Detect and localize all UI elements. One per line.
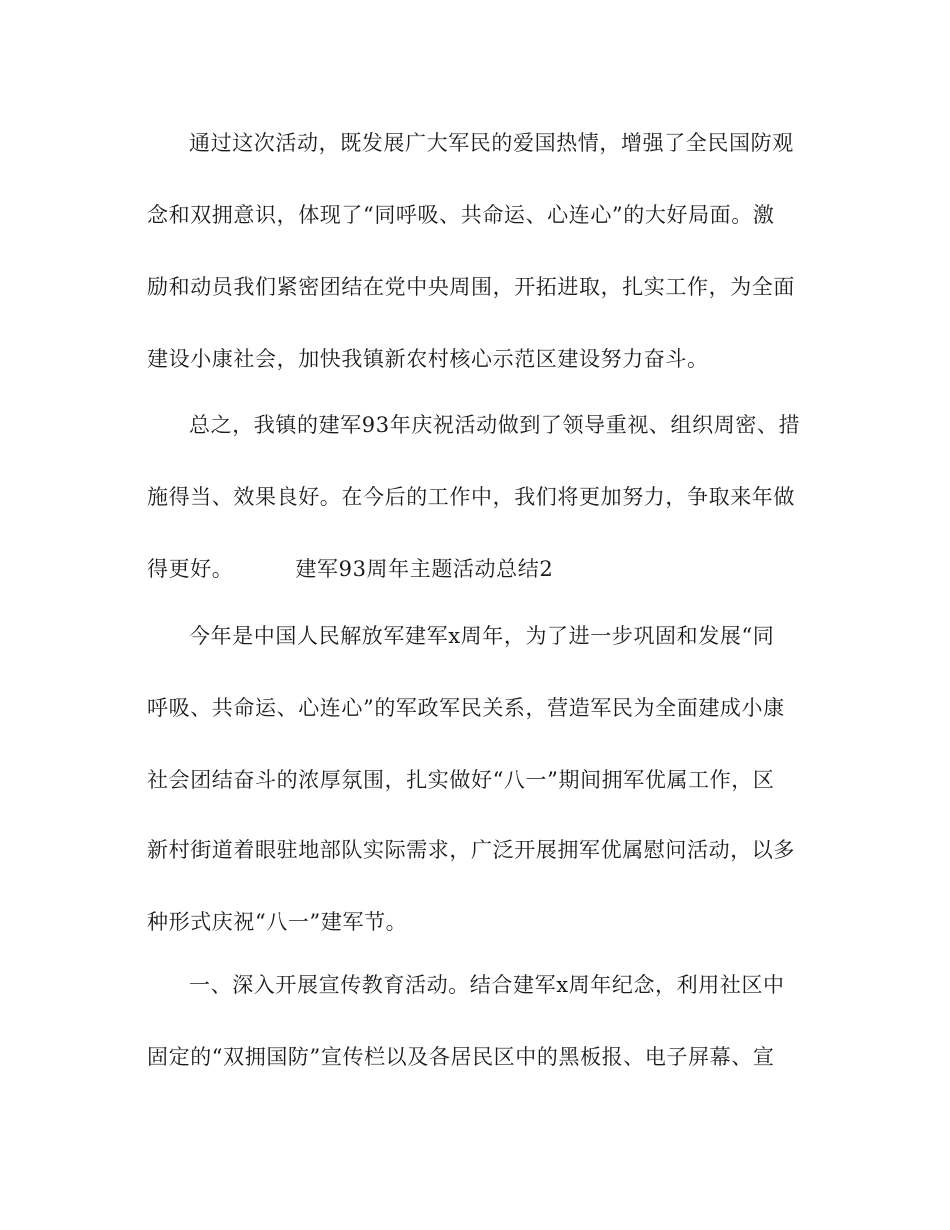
paragraph-line: 今年是中国人民解放军建军x周年，为了进一步巩固和发展“同 [189, 624, 775, 648]
paragraph-line: 固定的“双拥国防”宣传栏以及各居民区中的黑板报、电子屏幕、宣 [147, 1045, 775, 1069]
paragraph-line: 通过这次活动，既发展广大军民的爱国热情，增强了全民国防观 [189, 131, 794, 155]
paragraph-line: 总之，我镇的建军93年庆祝活动做到了领导重视、组织周密、措 [189, 413, 801, 437]
paragraph-line: 施得当、效果良好。在今后的工作中，我们将更加努力，争取来年做 [147, 485, 795, 509]
section-title: 建军93周年主题活动总结2 [295, 557, 554, 581]
paragraph-line: 念和双拥意识，体现了“同呼吸、共命运、心连心”的大好局面。激 [147, 203, 775, 227]
paragraph-line: 励和动员我们紧密团结在党中央周围，开拓进取，扎实工作，为全面 [147, 275, 795, 299]
paragraph-line: 一、深入开展宣传教育活动。结合建军x周年纪念，利用社区中 [189, 973, 785, 997]
paragraph-line: 呼吸、共命运、心连心”的军政军民关系，营造军民为全面建成小康 [147, 696, 785, 720]
paragraph-line: 社会团结奋斗的浓厚氛围，扎实做好“八一”期间拥军优属工作，区 [147, 768, 775, 792]
paragraph-line-with-title [147, 554, 807, 584]
paragraph-line: 种形式庆祝“八一”建军节。 [147, 910, 408, 934]
paragraph-line: 建设小康社会，加快我镇新农村核心示范区建设努力奋斗。 [147, 347, 709, 371]
paragraph-line: 得更好。 [147, 557, 234, 581]
paragraph-line: 新村街道着眼驻地部队实际需求，广泛开展拥军优属慰问活动，以多 [147, 838, 795, 862]
